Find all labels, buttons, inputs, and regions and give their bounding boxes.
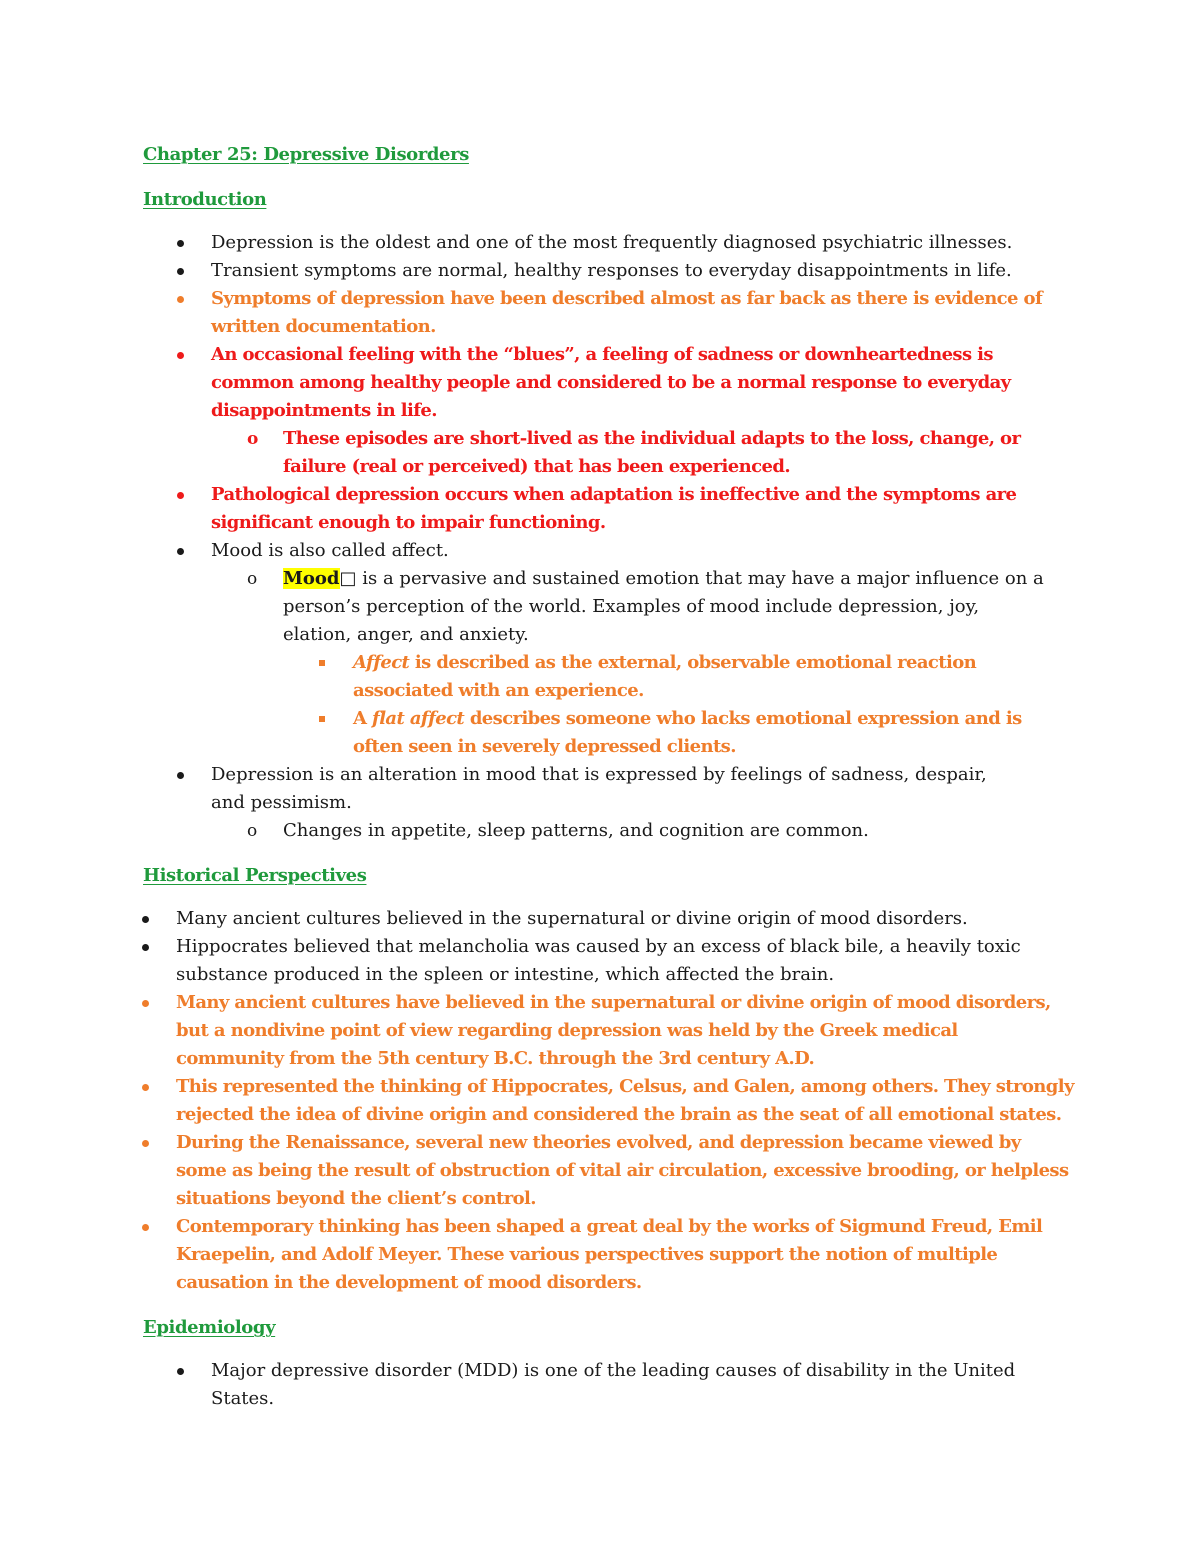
bullet-icon: [177, 296, 184, 303]
section-heading-epidemiology: Epidemiology: [143, 1317, 276, 1338]
list-item-continuation: significant enough to impair functioning.: [211, 512, 606, 533]
bullet-icon: [142, 1224, 149, 1231]
list-item: Depression is the oldest and one of the most frequently diagnosed psychiatric illnesses.: [211, 232, 1013, 253]
list-item-continuation: Kraepelin, and Adolf Meyer. These various perspectives support the notion of multiple: [176, 1244, 998, 1265]
list-item: Symptoms of depression have been described almost as far back as there is evidence of: [211, 288, 1043, 309]
section-heading-introduction: Introduction: [143, 189, 267, 210]
list-item: This represented the thinking of Hippocrates, Celsus, and Galen, among others. They strongly: [176, 1076, 1074, 1097]
list-item-continuation: substance produced in the spleen or intestine, which affected the brain.: [176, 964, 835, 985]
circle-bullet-icon: o: [247, 821, 258, 841]
bullet-icon: [177, 1368, 184, 1375]
bullet-icon: [142, 944, 149, 951]
list-item-continuation: disappointments in life.: [211, 400, 437, 421]
sub-list-item-continuation: failure (real or perceived) that has been experienced.: [283, 456, 790, 477]
list-item-continuation: but a nondivine point of view regarding depression was held by the Greek medical: [176, 1020, 958, 1041]
sub-sub-list-text: describes someone who lacks emotional expression and is: [464, 708, 1022, 729]
sub-list-item: These episodes are short-lived as the individual adapts to the loss, change, or: [283, 428, 1021, 449]
list-item: During the Renaissance, several new theories evolved, and depression became viewed by: [176, 1132, 1021, 1153]
sub-list-item-text: □ is a pervasive and sustained emotion that may have a major influence on a: [339, 568, 1044, 589]
bullet-icon: [177, 352, 184, 359]
list-item-continuation: some as being the result of obstruction of vital air circulation, excessive brooding, or helpless: [176, 1160, 1069, 1181]
square-bullet-icon: [319, 716, 325, 722]
sub-sub-list-item-continuation: often seen in severely depressed clients.: [353, 736, 736, 757]
circle-bullet-icon: o: [247, 569, 258, 589]
sub-sub-list-item: [353, 705, 1022, 733]
list-item: Many ancient cultures have believed in the supernatural or divine origin of mood disorders,: [176, 992, 1051, 1013]
list-item: Major depressive disorder (MDD) is one of the leading causes of disability in the United: [211, 1360, 1016, 1381]
square-bullet-icon: [319, 660, 325, 666]
list-item-continuation: rejected the idea of divine origin and considered the brain as the seat of all emotional states.: [176, 1104, 1062, 1125]
bullet-icon: [142, 1084, 149, 1091]
list-item-continuation: community from the 5th century B.C. through the 3rd century A.D.: [176, 1048, 815, 1069]
list-item: Contemporary thinking has been shaped a great deal by the works of Sigmund Freud, Emil: [176, 1216, 1043, 1237]
list-item: Mood is also called affect.: [211, 540, 449, 561]
italic-term: flat affect: [372, 708, 465, 729]
list-item-continuation: causation in the development of mood disorders.: [176, 1272, 642, 1293]
bullet-icon: [142, 1140, 149, 1147]
section-heading-historical: Historical Perspectives: [143, 865, 367, 886]
list-item-continuation: States.: [211, 1388, 275, 1409]
list-item: Depression is an alteration in mood that is expressed by feelings of sadness, despair,: [211, 764, 987, 785]
bullet-icon: [177, 492, 184, 499]
list-item: Hippocrates believed that melancholia was caused by an excess of black bile, a heavily toxic: [176, 936, 1021, 957]
sub-sub-list-item-continuation: associated with an experience.: [353, 680, 644, 701]
list-item-continuation: situations beyond the client’s control.: [176, 1188, 536, 1209]
italic-term: Affect: [353, 652, 410, 673]
list-item: An occasional feeling with the “blues”, a feeling of sadness or downheartedness is: [211, 344, 993, 365]
sub-list-item-continuation: person’s perception of the world. Examples of mood include depression, joy,: [283, 596, 980, 617]
sub-list-item-continuation: elation, anger, and anxiety.: [283, 624, 529, 645]
sub-sub-list-text: is described as the external, observable emotional reaction: [409, 652, 977, 673]
list-item: Pathological depression occurs when adaptation is ineffective and the symptoms are: [211, 484, 1017, 505]
bullet-icon: [177, 772, 184, 779]
sub-list-item: Changes in appetite, sleep patterns, and cognition are common.: [283, 820, 869, 841]
list-item: Transient symptoms are normal, healthy responses to everyday disappointments in life.: [211, 260, 1012, 281]
bullet-icon: [142, 1000, 149, 1007]
list-item-continuation: written documentation.: [211, 316, 436, 337]
sub-sub-list-item: [353, 649, 976, 677]
circle-bullet-icon: o: [247, 429, 259, 449]
bullet-icon: [142, 916, 149, 923]
bullet-icon: [177, 268, 184, 275]
chapter-title: Chapter 25: Depressive Disorders: [143, 144, 469, 165]
bullet-icon: [177, 548, 184, 555]
bullet-icon: [177, 240, 184, 247]
list-item-continuation: and pessimism.: [211, 792, 352, 813]
sub-list-item: [283, 565, 1044, 593]
sub-sub-list-prefix: A: [353, 708, 373, 729]
list-item: Many ancient cultures believed in the supernatural or divine origin of mood disorders.: [176, 908, 968, 929]
list-item-continuation: common among healthy people and considered to be a normal response to everyday: [211, 372, 1011, 393]
highlighted-term: Mood: [283, 568, 340, 589]
